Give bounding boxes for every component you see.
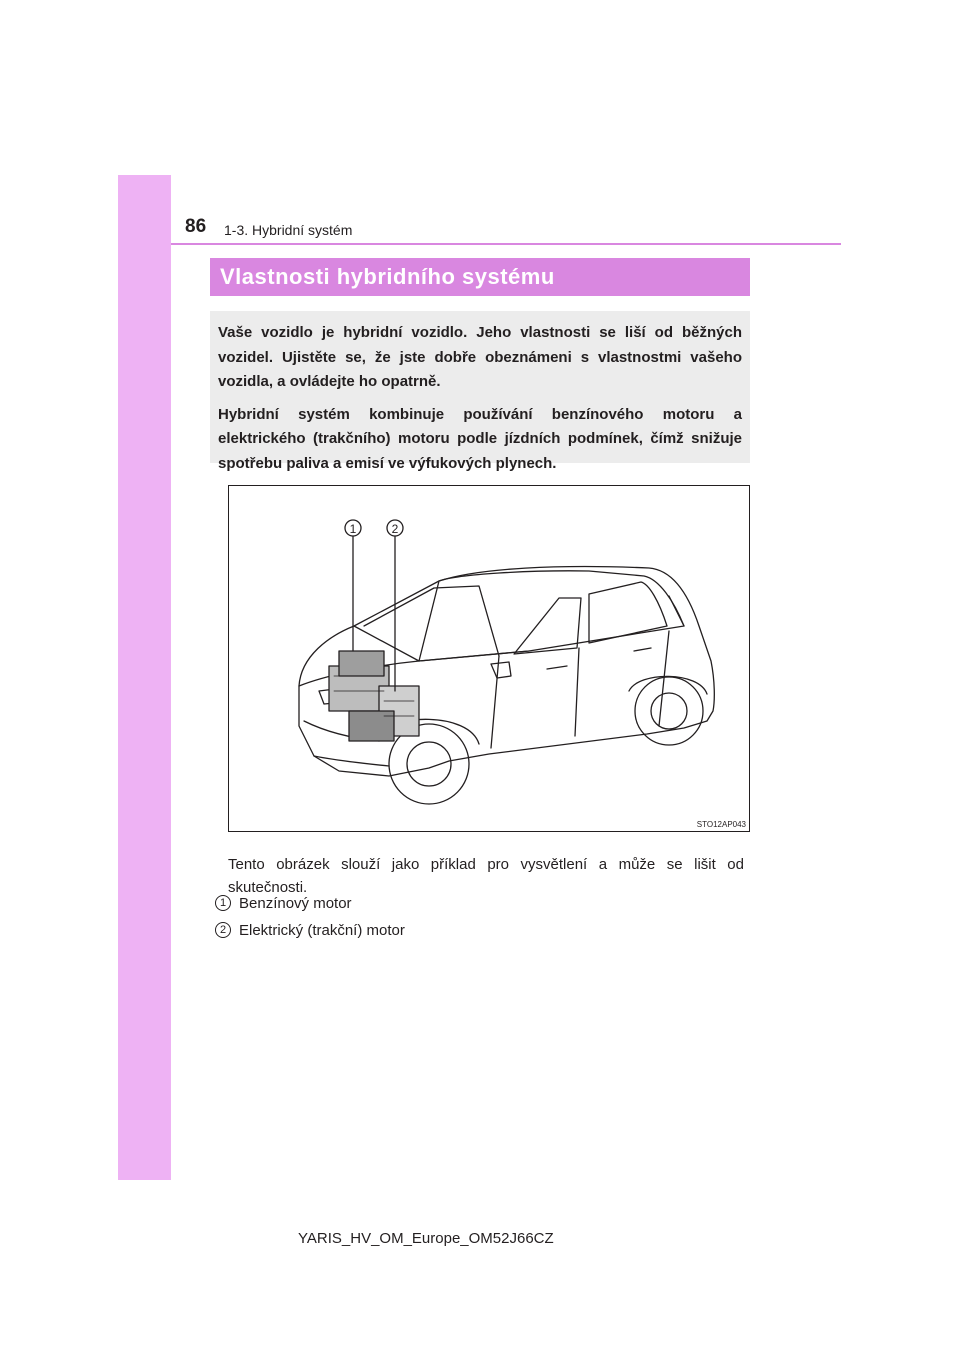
page-heading: Vlastnosti hybridního systému <box>210 258 750 296</box>
page-number: 86 <box>185 216 207 237</box>
legend-number: 1 <box>215 895 231 911</box>
section-title: 1-3. Hybridní systém <box>224 222 353 238</box>
car-illustration <box>229 486 749 831</box>
legend-item <box>215 895 352 912</box>
intro-paragraph-2: Hybridní systém kombinuje používání benzínového motoru a elektrického (trakčního) motoru podle jízdních podmínek, čímž snižuje spotřebu paliva a emisí ve výfukových plynech. <box>218 405 742 472</box>
legend-label: Benzínový motor <box>239 895 352 912</box>
intro-box <box>210 311 750 472</box>
legend-label: Elektrický (trakční) motor <box>239 922 405 939</box>
car-figure <box>228 485 750 832</box>
callout-2: 2 <box>391 522 399 536</box>
figure-code: STO12AP043 <box>696 820 746 829</box>
header-rule <box>171 243 841 245</box>
legend-number: 2 <box>215 922 231 938</box>
legend-item <box>215 922 405 939</box>
figure-caption: Tento obrázek slouží jako příklad pro vysvětlení a může se lišit od skutečnosti. <box>228 856 744 896</box>
side-tab <box>118 175 171 1180</box>
intro-paragraph-1: Vaše vozidlo je hybridní vozidlo. Jeho vlastnosti se liší od běžných vozidel. Ujistěte se, že jste dobře obeznámeni s vlastnostmi vašeho vozidla, a ovládejte ho opatrně. <box>218 324 742 390</box>
footer-code: YARIS_HV_OM_Europe_OM52J66CZ <box>298 1230 554 1247</box>
callout-1: 1 <box>349 522 357 536</box>
